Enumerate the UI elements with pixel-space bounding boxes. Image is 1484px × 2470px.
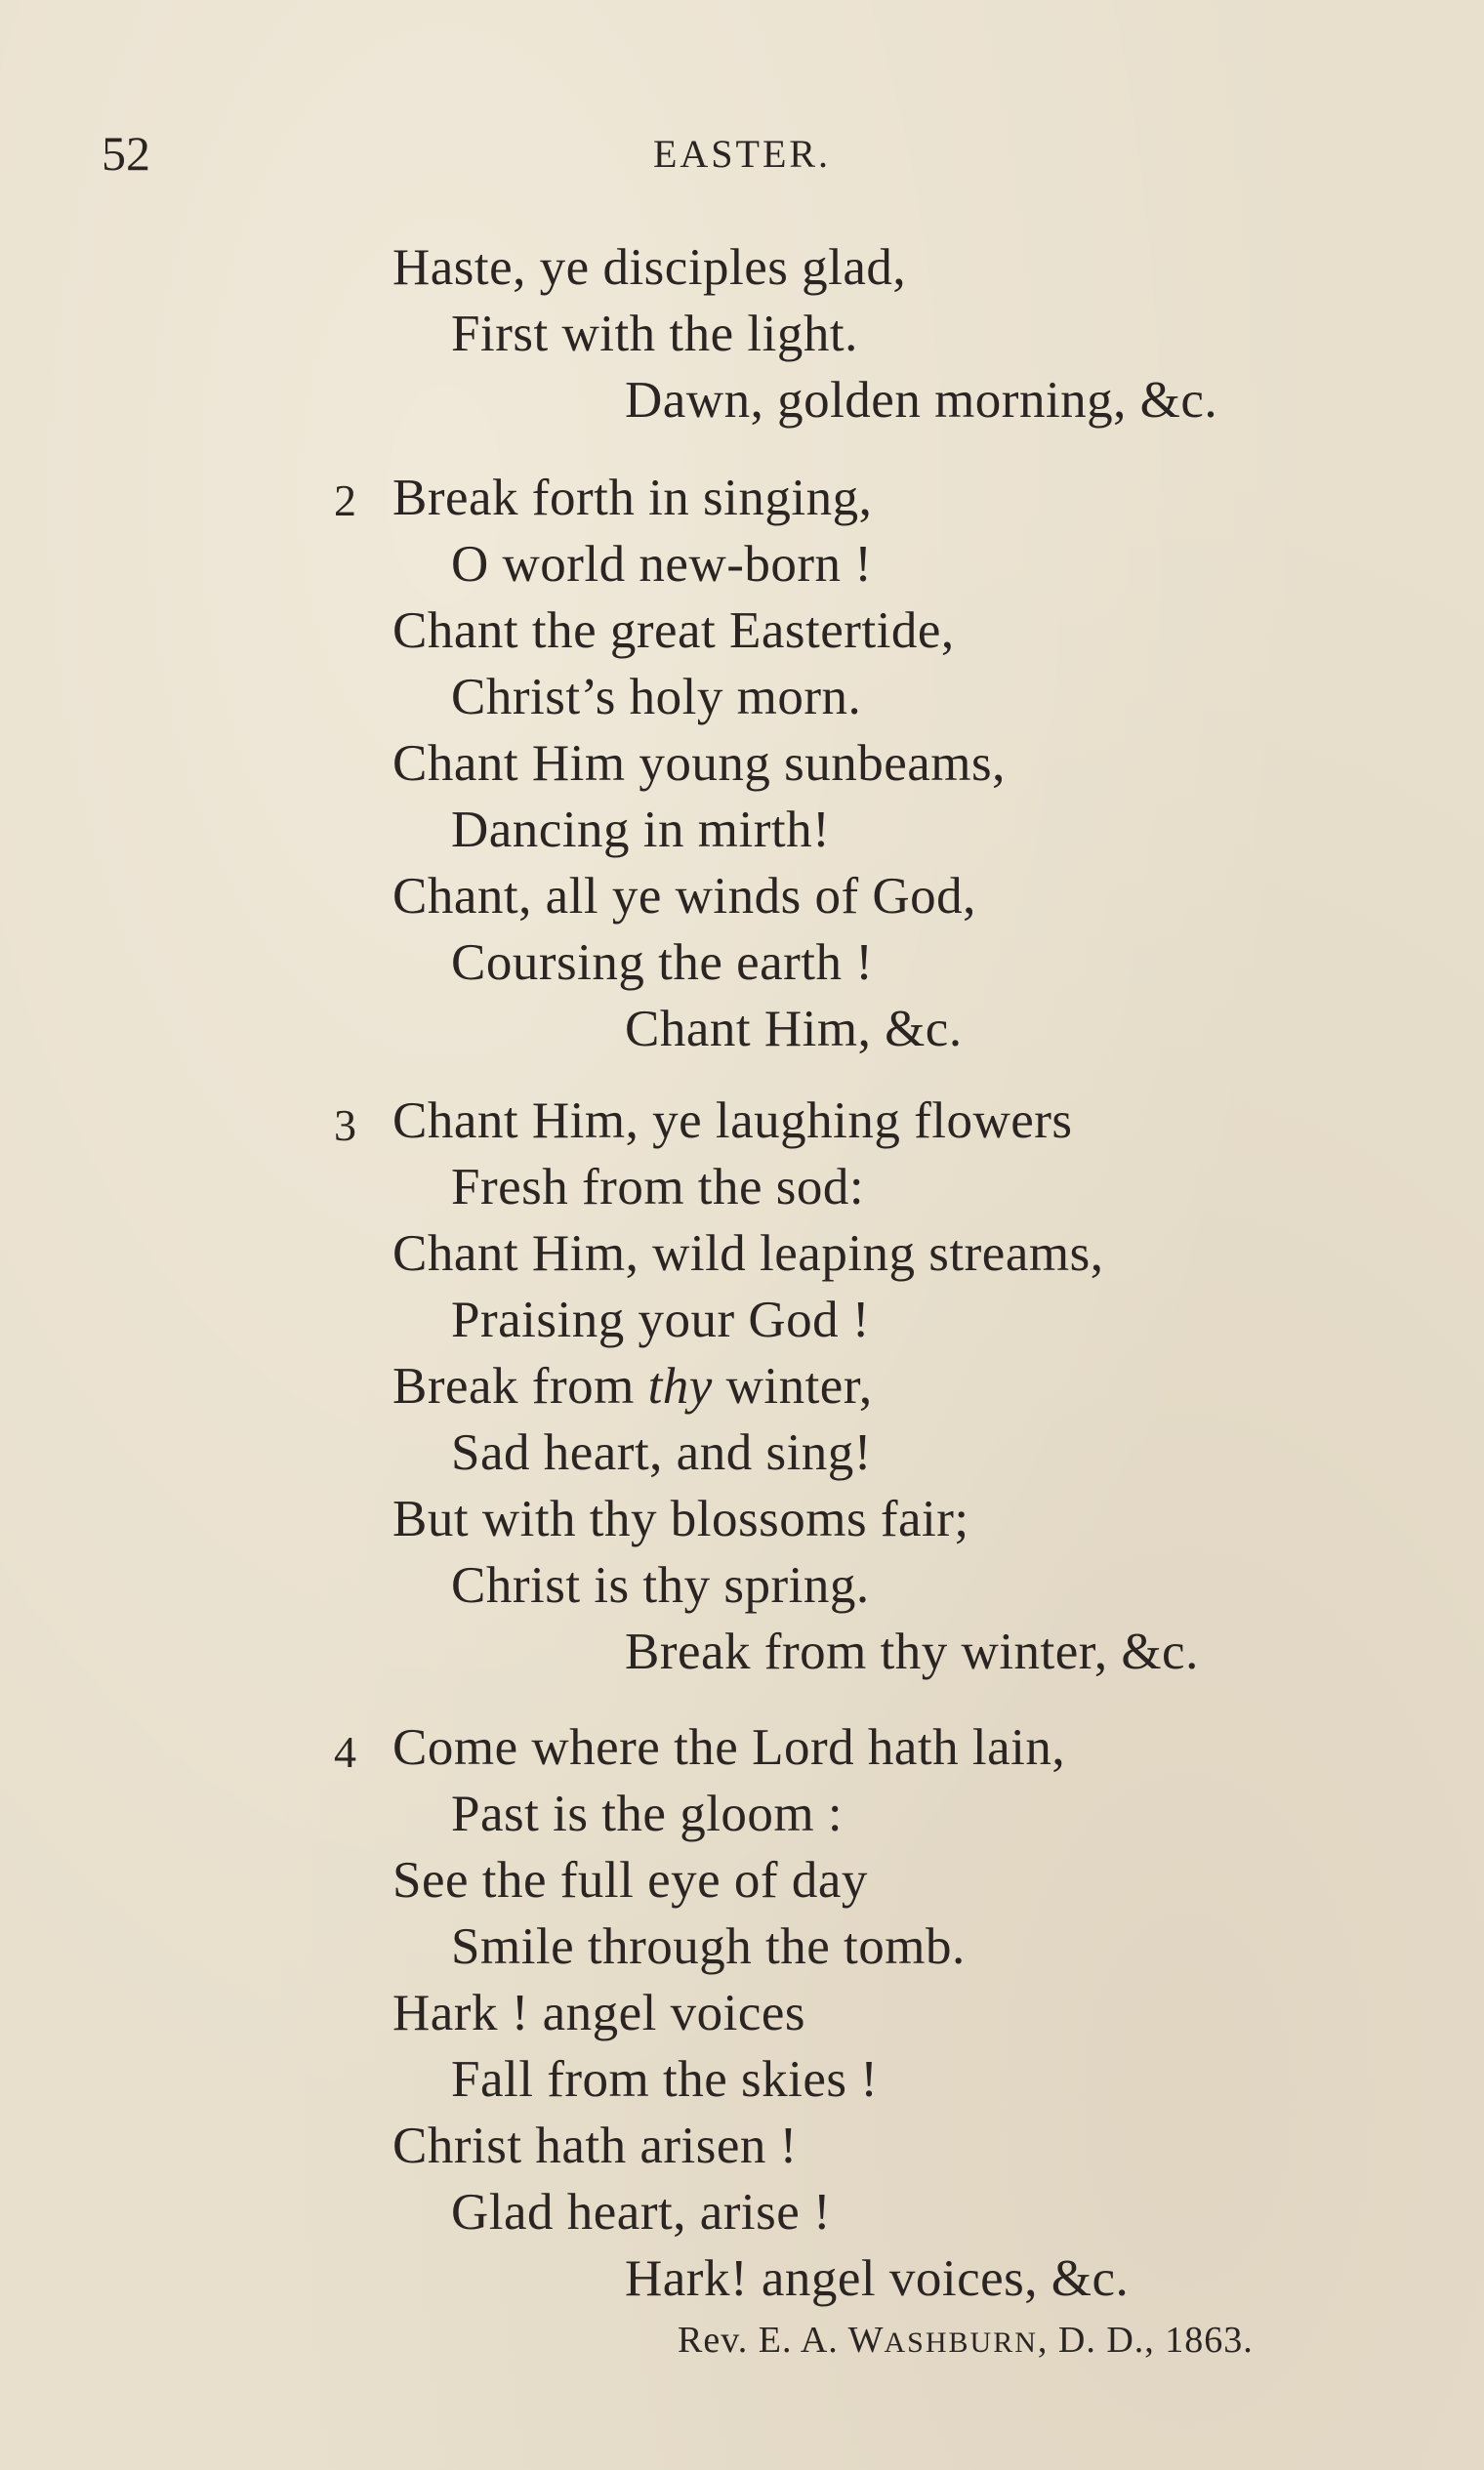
stanza-4-refrain: Hark! angel voices, &c. bbox=[625, 2250, 1130, 2307]
stanza-4-number: 4 bbox=[334, 1727, 356, 1777]
page-number: 52 bbox=[102, 126, 150, 181]
stanza-4-line-4: Smile through the tomb. bbox=[451, 1918, 966, 1975]
stanza-3-line-6: Sad heart, and sing! bbox=[451, 1424, 872, 1481]
stanza-2-line-8: Coursing the earth ! bbox=[451, 934, 874, 991]
stanza-4-line-7: Christ hath arisen ! bbox=[392, 2118, 798, 2174]
stanza-3-line-8: Christ is thy spring. bbox=[451, 1557, 870, 1614]
stanza-3-line-5-italic: thy bbox=[647, 1358, 713, 1415]
attribution-surname-rest: ASHBURN bbox=[884, 2326, 1038, 2359]
stanza-2-number: 2 bbox=[334, 475, 356, 525]
attribution-degree-year: , D. D., 1863. bbox=[1037, 2320, 1254, 2361]
stanza-2-line-3: Chant the great Eastertide, bbox=[392, 602, 955, 659]
stanza-3-line-5-start: Break from bbox=[392, 1358, 648, 1415]
stanza-3-number: 3 bbox=[334, 1100, 356, 1150]
stanza-3-line-5 bbox=[392, 1358, 873, 1415]
stanza-2-line-4: Christ’s holy morn. bbox=[451, 669, 862, 725]
stanza-2-refrain: Chant Him, &c. bbox=[625, 1001, 963, 1057]
stanza-3-line-5-end: winter, bbox=[725, 1358, 873, 1415]
stanza-2-line-2: O world new-born ! bbox=[451, 536, 873, 593]
stanza-4-line-5: Hark ! angel voices bbox=[392, 1985, 806, 2041]
attribution-rev: Rev. bbox=[678, 2320, 749, 2361]
stanza-4-line-6: Fall from the skies ! bbox=[451, 2051, 879, 2108]
stanza-3-line-2: Fresh from the sod: bbox=[451, 1159, 865, 1215]
running-head: EASTER. bbox=[652, 132, 832, 176]
stanza-3-line-3: Chant Him, wild leaping streams, bbox=[392, 1225, 1104, 1282]
stanza-3-refrain: Break from thy winter, &c. bbox=[625, 1624, 1199, 1680]
stanza-2-line-6: Dancing in mirth! bbox=[451, 802, 831, 858]
stanza-1-line-2: First with the light. bbox=[451, 306, 858, 362]
attribution-surname-initial: W bbox=[847, 2320, 885, 2361]
stanza-2-line-7: Chant, all ye winds of God, bbox=[392, 868, 976, 925]
stanza-4-line-2: Past is the gloom : bbox=[451, 1786, 844, 1842]
stanza-4-line-1: Come where the Lord hath lain, bbox=[392, 1719, 1066, 1776]
stanza-4-line-8: Glad heart, arise ! bbox=[451, 2184, 832, 2241]
stanza-2-line-1: Break forth in singing, bbox=[392, 470, 873, 526]
stanza-1-line-1: Haste, ye disciples glad, bbox=[392, 239, 907, 296]
attribution-initials: E. A. bbox=[758, 2320, 839, 2361]
hymn-attribution bbox=[678, 2322, 1254, 2359]
stanza-3-line-7: But with thy blossoms fair; bbox=[392, 1491, 969, 1547]
stanza-2-line-5: Chant Him young sunbeams, bbox=[392, 735, 1006, 792]
stanza-3-line-1: Chant Him, ye laughing flowers bbox=[392, 1092, 1073, 1149]
stanza-4-line-3: See the full eye of day bbox=[392, 1852, 868, 1909]
stanza-1-refrain: Dawn, golden morning, &c. bbox=[625, 372, 1218, 429]
stanza-3-line-4: Praising your God ! bbox=[451, 1292, 871, 1348]
